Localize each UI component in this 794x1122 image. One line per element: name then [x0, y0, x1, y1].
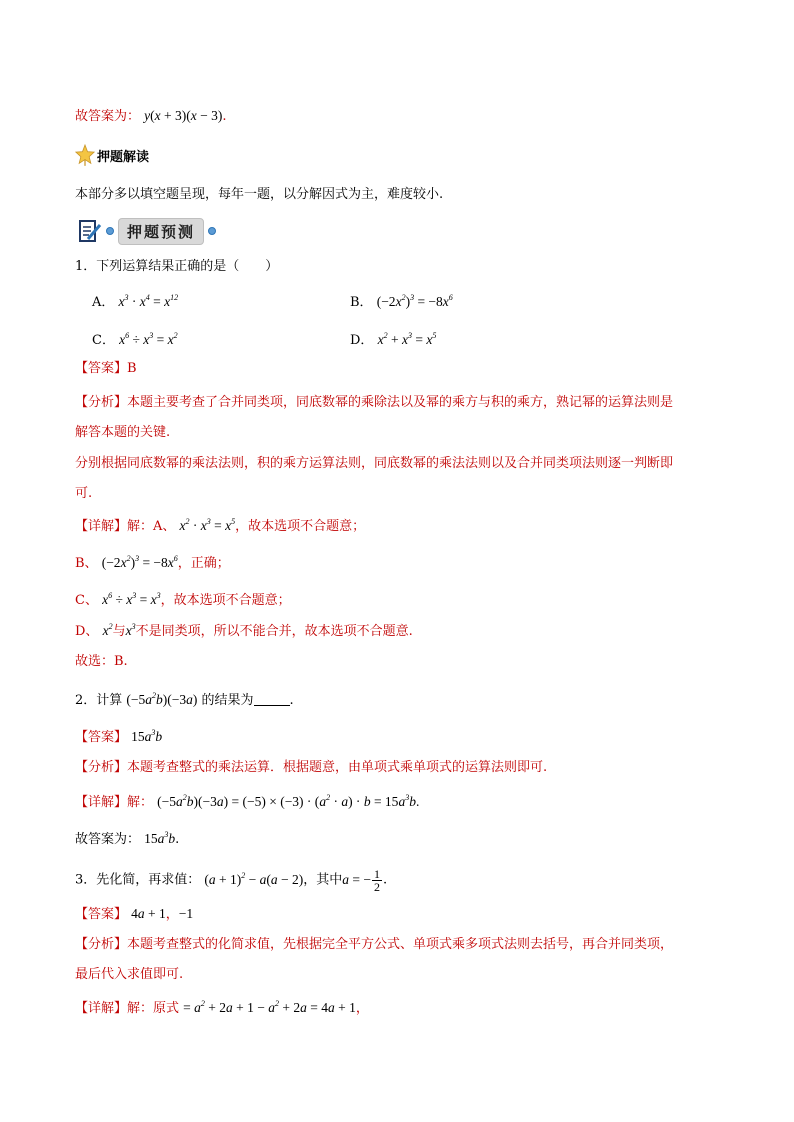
q1-analysis-line3: 分别根据同底数幂的乘法法则，积的乘方运算法则，同底数幂的乘法法则以及合并同类项法则逐一判断即: [75, 456, 674, 471]
option-b-expression: $(-2x^2)^3 = -8x^6$: [376, 293, 453, 309]
q1-option-a: [92, 293, 178, 312]
q2-answer-label: 【答案】: [75, 730, 128, 745]
q2-answer: [75, 728, 162, 747]
banner-text: 押题预测: [118, 218, 204, 245]
q2-detail-expression: $(-5a^2b)(-3a) = (-5) \times (-3) \cdot (a^2 \cdot a) \cdot b = 15a^3b$.: [157, 793, 420, 809]
q1-answer: 【答案】B: [75, 361, 137, 376]
q1-analysis-line1: 【分析】本题主要考查了合并同类项，同底数幂的乘除法以及幂的乘方与积的乘方，熟记幂的运算法则是: [75, 395, 674, 410]
q3-stem-prefix: 3．先化简，再求值：: [75, 872, 201, 888]
prev-answer-prefix: 故答案为：: [75, 109, 141, 124]
q2-final-expression: $15a^3b$: [144, 830, 176, 846]
detail-c-suffix: ，故本选项不合题意；: [160, 593, 291, 608]
option-c-expression: $x^6 \div x^3 = x^2$: [119, 331, 178, 347]
q1-detail-c: [75, 591, 291, 610]
q1-option-c: [92, 331, 178, 350]
detail-a-prefix: 【详解】解：A、: [75, 519, 176, 534]
q3-answer-label: 【答案】: [75, 907, 128, 922]
predict-banner: [78, 216, 220, 246]
q1-option-d: [350, 331, 436, 350]
q3-detail-expression: = $a^2 + 2a + 1 - a^2 + 2a = 4a + 1$: [183, 999, 356, 1015]
q3-detail-end: ，: [355, 1001, 369, 1016]
section-heading-text: 押题解读: [97, 149, 150, 165]
section-heading: [75, 144, 149, 166]
prev-answer-suffix: .: [222, 109, 227, 124]
detail-b-prefix: B、: [75, 556, 98, 571]
option-c-label: C．: [92, 333, 115, 348]
q2-stem-prefix: 2．计算: [75, 693, 123, 708]
q1-choose: 故选：B.: [75, 654, 128, 669]
q2-stem-suffix: 的结果为: [201, 693, 254, 708]
detail-c-expression: $x^6 \div x^3 = x^3$: [102, 591, 161, 607]
star-icon: [75, 144, 95, 166]
q3-stem-expression: $(a + 1)^2 - a(a - 2)$: [204, 870, 304, 887]
detail-a-suffix: ，故本选项不合题意；: [235, 519, 366, 534]
q3-stem-end: .: [383, 872, 388, 888]
q1-option-b: [350, 293, 453, 312]
section-description: 本部分多以填空题呈现，每年一题，以分解因式为主，难度较小.: [75, 187, 444, 202]
q2-final-end: .: [175, 832, 180, 847]
q3-analysis-line2: 最后代入求值即可.: [75, 967, 184, 982]
detail-d-prefix: D、: [75, 624, 99, 639]
q3-detail: [75, 999, 369, 1018]
q1-detail-d: [75, 622, 413, 641]
detail-d-term1: $x^2$: [102, 622, 113, 638]
option-a-expression: $x^3 \cdot x^4 = x^{12}$: [118, 293, 179, 309]
q2-stem-expression: $(-5a^2b)(-3a)$: [126, 691, 198, 707]
notepad-pencil-icon: [78, 218, 102, 244]
q3-answer-expression: 4a + 1: [131, 906, 166, 921]
q3-stem-mid: ，其中: [303, 872, 343, 888]
q2-stem-end: .: [289, 693, 294, 708]
detail-d-mid: 与: [112, 624, 126, 639]
detail-d-term2: $x^3$: [125, 622, 136, 638]
detail-c-prefix: C、: [75, 593, 98, 608]
fraction-one-half: $\frac{1}{2}$: [374, 867, 381, 894]
prev-answer-line: [75, 107, 227, 126]
option-d-expression: $x^2 + x^3 = x^5$: [377, 331, 437, 347]
option-b-label: B．: [350, 295, 373, 310]
detail-b-expression: $(-2x^2)^3 = -8x^6$: [101, 554, 178, 570]
banner-dot-left: [106, 227, 114, 235]
q2-detail: [75, 793, 419, 812]
q2-detail-label: 【详解】解：: [75, 795, 154, 810]
q1-analysis-line4: 可.: [75, 486, 93, 501]
q1-stem: 1．下列运算结果正确的是（ ）: [75, 259, 279, 274]
q2-analysis: 【分析】本题考查整式的乘法运算．根据题意，由单项式乘单项式的运算法则即可.: [75, 760, 548, 775]
detail-a-expression: $x^2 \cdot x^3 = x^5$: [179, 517, 236, 533]
banner-dot-right: [208, 227, 216, 235]
option-a-label: A．: [92, 295, 115, 310]
q1-detail-a: [75, 517, 365, 536]
q2-answer-expression: $15a^3b$: [131, 728, 163, 744]
q3-answer-separator: ，: [165, 907, 179, 922]
q2-final: [75, 830, 179, 849]
q3-analysis-line1: 【分析】本题考查整式的化简求值，先根据完全平方公式、单项式乘多项式法则去括号，再合并同类项，: [75, 937, 674, 952]
detail-b-suffix: ，正确；: [177, 556, 230, 571]
q1-analysis-line2: 解答本题的关键.: [75, 425, 171, 440]
q2-answer-blank: [254, 691, 290, 706]
q3-answer-value: −1: [178, 906, 194, 921]
prev-answer-expression: y(x + 3)(x − 3): [144, 108, 223, 123]
q1-detail-b: [75, 554, 230, 573]
option-d-label: D．: [350, 333, 374, 348]
q3-stem: [75, 868, 387, 893]
q2-final-prefix: 故答案为：: [75, 832, 141, 847]
q3-stem-value: a = − $\frac{1}{2}$: [342, 867, 381, 894]
q3-answer: [75, 905, 193, 924]
q2-stem: [75, 691, 294, 710]
q3-detail-label: 【详解】解：原式: [75, 1001, 180, 1016]
detail-d-suffix: 不是同类项，所以不能合并，故本选项不合题意.: [135, 624, 413, 639]
